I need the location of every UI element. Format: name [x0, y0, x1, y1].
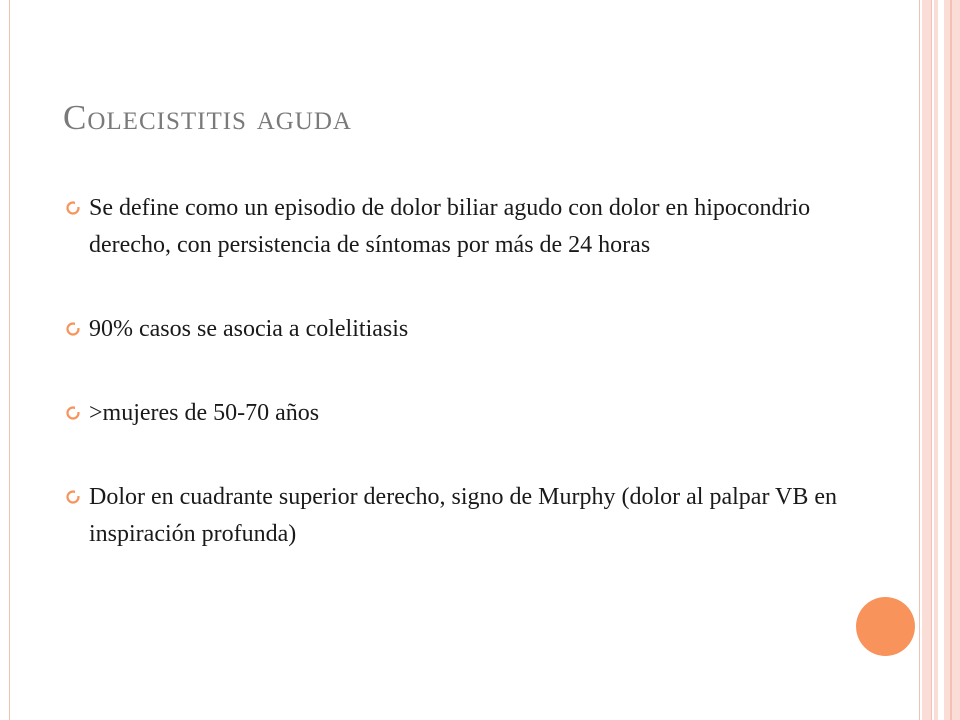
decorative-orange-circle — [856, 597, 915, 656]
slide-title: Colecistitis aguda — [63, 98, 352, 137]
decorative-stripe — [931, 0, 932, 720]
bullet-item — [63, 190, 893, 264]
bullet-text: Dolor en cuadrante superior derecho, signo de Murphy (dolor al palpar VB en inspiración profunda) — [89, 484, 837, 547]
bullet-list — [63, 190, 893, 553]
decorative-stripe — [919, 0, 920, 720]
bullet-text: >mujeres de 50-70 años — [89, 400, 320, 426]
bullet-item — [63, 311, 893, 348]
decorative-stripe — [922, 0, 931, 720]
bullet-item — [63, 479, 893, 553]
decorative-stripe — [950, 0, 952, 720]
bullet-text: 90% casos se asocia a colelitiasis — [89, 316, 409, 342]
open-circle-icon — [65, 321, 81, 337]
open-circle-icon — [65, 489, 81, 505]
bullet-text: Se define como un episodio de dolor biliar agudo con dolor en hipocondrio derecho, con persistencia de síntomas por más de 24 horas — [89, 195, 811, 258]
open-circle-icon — [65, 200, 81, 216]
open-circle-icon — [65, 405, 81, 421]
decorative-stripe — [944, 0, 960, 720]
bullet-item — [63, 395, 893, 432]
